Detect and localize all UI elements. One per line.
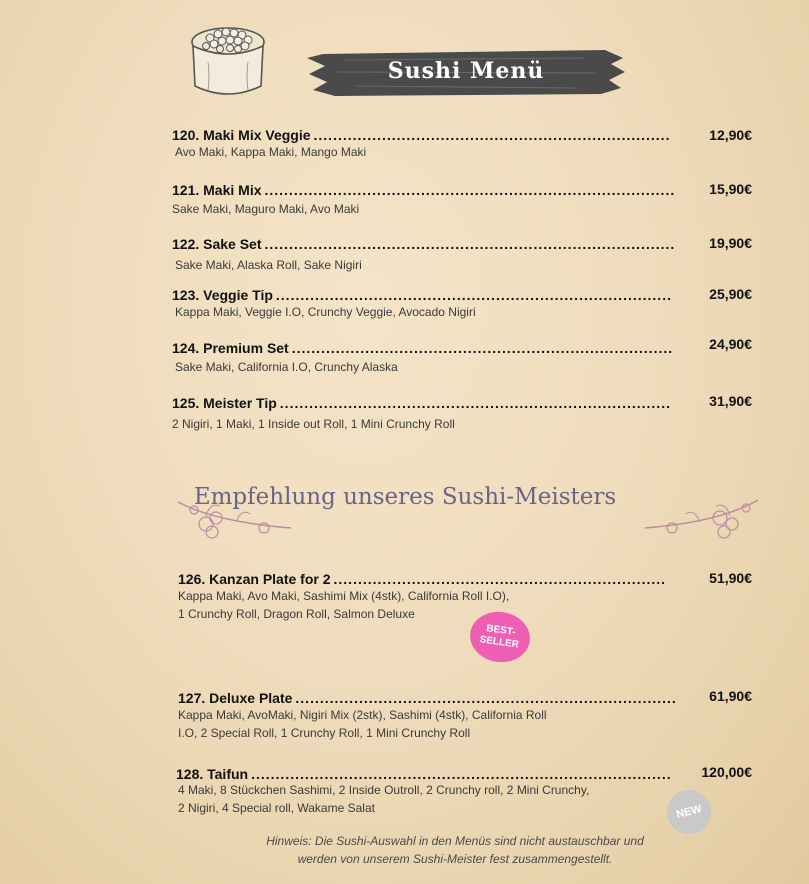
item-price: 19,90€: [709, 235, 752, 251]
item-name: 121. Maki Mix: [172, 182, 262, 198]
item-description: Sake Maki, California I.O, Crunchy Alaska: [175, 360, 398, 374]
item-description: Sake Maki, Maguro Maki, Avo Maki: [172, 202, 360, 216]
menu-item-127: [178, 690, 676, 706]
description-line: 2 Nigiri, 4 Special roll, Wakame Salat: [178, 801, 375, 815]
badge-text: SELLER: [478, 634, 520, 651]
menu-item-122: [172, 236, 676, 252]
item-name: 124. Premium Set: [172, 340, 289, 356]
menu-item-121: [172, 182, 676, 198]
description-line: Kappa Maki, AvoMaki, Nigiri Mix (2stk), Sashimi (4stk), California Roll: [178, 708, 547, 722]
menu-item-123: [172, 287, 672, 303]
description-line: I.O, 2 Special Roll, 1 Crunchy Roll, 1 Mini Crunchy Roll: [178, 726, 471, 740]
leader-dots: [314, 127, 670, 143]
leader-dots: [280, 395, 670, 411]
item-description: Sake Maki, Alaska Roll, Sake Nigiri: [175, 258, 362, 272]
sushi-roll-icon: [188, 22, 268, 100]
menu-item-125: [172, 395, 670, 411]
item-description: 2 Nigiri, 1 Maki, 1 Inside out Roll, 1 Mini Crunchy Roll: [172, 417, 455, 431]
menu-item-120: [172, 127, 670, 143]
item-name: 120. Maki Mix Veggie: [172, 127, 311, 143]
description-line: Kappa Maki, Avo Maki, Sashimi Mix (4stk), California Roll I.O),: [178, 589, 510, 603]
badge-text: BEST-: [485, 623, 517, 639]
leader-dots: [276, 287, 672, 303]
leader-dots: [334, 571, 666, 587]
leader-dots: [265, 236, 676, 252]
item-name: 127. Deluxe Plate: [178, 690, 293, 706]
leader-dots: [265, 182, 677, 198]
page-title: Sushi Menü: [387, 58, 545, 84]
item-description: Avo Maki, Kappa Maki, Mango Maki: [175, 145, 367, 159]
menu-item-126: [178, 571, 666, 587]
item-price: 120,00€: [701, 764, 752, 780]
footnote-line: Hinweis: Die Sushi-Auswahl in den Menüs sind nicht austauschbar und: [266, 834, 644, 848]
item-name: 122. Sake Set: [172, 236, 262, 252]
item-name: 125. Meister Tip: [172, 395, 277, 411]
item-price: 25,90€: [709, 286, 752, 302]
item-price: 31,90€: [709, 393, 752, 409]
item-name: 123. Veggie Tip: [172, 287, 273, 303]
leader-dots: [251, 766, 672, 782]
item-name: 126. Kanzan Plate for 2: [178, 571, 331, 587]
description-line: 1 Crunchy Roll, Dragon Roll, Salmon Deluxe: [178, 607, 415, 621]
item-name: 128. Taifun: [176, 766, 249, 782]
item-description: Kappa Maki, Veggie I.O, Crunchy Veggie, Avocado Nigiri: [175, 305, 476, 319]
footnote-line: werden von unserem Sushi-Meister fest zusammengestellt.: [297, 852, 613, 866]
item-description: [178, 706, 547, 742]
cherry-blossom-right-icon: [640, 492, 760, 542]
item-price: 61,90€: [709, 688, 752, 704]
item-description: [178, 781, 589, 817]
menu-item-124: [172, 340, 674, 356]
section-title: Empfehlung unseres Sushi-Meisters: [193, 484, 617, 510]
leader-dots: [295, 690, 676, 706]
item-price: 12,90€: [709, 127, 752, 143]
footnote: [200, 832, 710, 868]
item-description: [178, 587, 509, 623]
description-line: 4 Maki, 8 Stückchen Sashimi, 2 Inside Outroll, 2 Crunchy roll, 2 Mini Crunchy,: [178, 783, 590, 797]
menu-item-128: [176, 766, 672, 782]
item-price: 51,90€: [709, 570, 752, 586]
new-badge: NEW: [662, 785, 715, 838]
item-price: 15,90€: [709, 181, 752, 197]
leader-dots: [292, 340, 674, 356]
item-price: 24,90€: [709, 336, 752, 352]
